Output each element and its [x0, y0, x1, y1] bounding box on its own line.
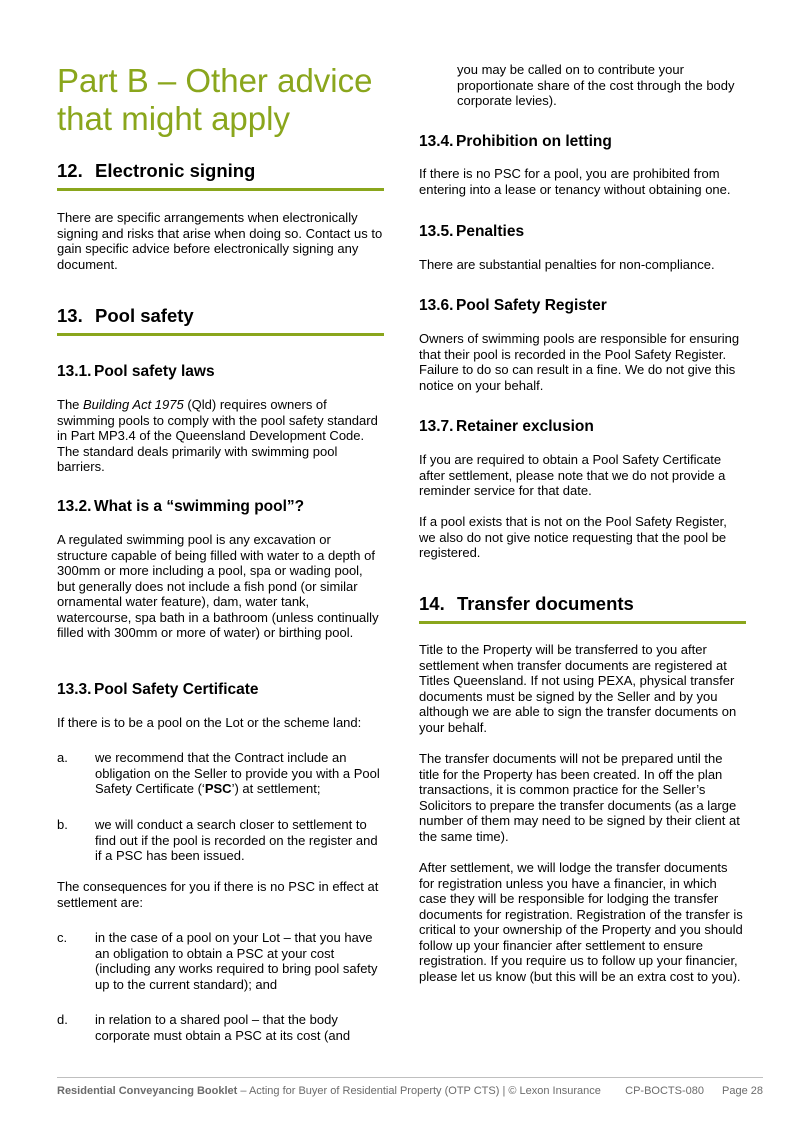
section-13-6-body: Owners of swimming pools are responsible for ensuring that their pool is recorded in the Pool Safety Register. Failure to do so can result in a fine. We do not give this notice on your behalf. — [419, 331, 740, 393]
section-title: Electronic signing — [95, 160, 256, 181]
psc-abbreviation: PSC — [204, 781, 232, 796]
section-14-heading — [419, 593, 746, 615]
list-marker: c. — [57, 930, 68, 945]
footer-rule — [57, 1077, 763, 1078]
subsection-title: Penalties — [456, 223, 525, 240]
body-text: (Qld) requires owners of swimming pools to comply with the pool safety standard in Part MP3.4 of the Queensland Development Code. The standard deals primarily with swimming pool barriers. — [57, 397, 378, 474]
list-text: in the case of a pool on your Lot – that you have an obligation to obtain a PSC at your cost (including any works required to bring pool safety up to the current standard); and — [95, 930, 378, 992]
subsection-number: 13.6. — [419, 297, 454, 314]
list-marker: b. — [57, 817, 68, 832]
subsection-number: 13.7. — [419, 418, 454, 435]
subsection-number: 13.5. — [419, 223, 454, 240]
subsection-number: 13.4. — [419, 133, 454, 150]
list-item-d — [57, 1012, 384, 1043]
list-item-a — [57, 750, 384, 797]
list-item-b — [57, 817, 384, 864]
page-number: Page 28 — [722, 1085, 763, 1097]
section-13-3-heading — [57, 680, 384, 700]
section-13-1-body — [57, 397, 384, 475]
section-13-1-heading — [57, 362, 384, 382]
section-13-5-heading — [419, 222, 746, 242]
section-13-4-body: If there is no PSC for a pool, you are prohibited from entering into a lease or tenancy without obtaining one. — [419, 166, 731, 197]
page-footer — [57, 1084, 763, 1098]
footer-doc-code: CP-BOCTS-080 — [625, 1085, 705, 1097]
section-12-body: There are specific arrangements when electronically signing and risks that arise when doing so. Contact us to gain specific advice before electronically signing any document. — [57, 210, 383, 272]
section-number: 13. — [57, 305, 83, 326]
consequences-intro: The consequences for you if there is no PSC in effect at settlement are: — [57, 879, 379, 910]
section-12-heading — [57, 160, 384, 182]
section-13-5-body: There are substantial penalties for non-compliance. — [419, 257, 715, 272]
part-title: Part B – Other advice that might apply — [57, 62, 373, 137]
footer-right — [625, 1084, 763, 1098]
section-14-para-2: The transfer documents will not be prepared until the title for the Property has been created. In off the plan transactions, it is common practice for the Seller’s Solicitors to prepare the transfer documents (as a large number of them may need to be signed by their client at the same time). — [419, 751, 740, 844]
subsection-title: Pool Safety Certificate — [94, 681, 259, 698]
list-marker: d. — [57, 1012, 68, 1027]
subsection-number: 13.3. — [57, 681, 92, 698]
section-title: Pool safety — [95, 305, 194, 326]
subsection-title: Pool safety laws — [94, 363, 215, 380]
list-item-c — [57, 930, 384, 992]
section-14-para-1: Title to the Property will be transferred to you after settlement when transfer documents are registered at Titles Queensland. If not using PEXA, physical transfer documents must be signed by the Seller and by you although we are able to sign the transfer documents on your behalf. — [419, 642, 737, 735]
section-13-7-para-1: If you are required to obtain a Pool Safety Certificate after settlement, please note that we do not provide a reminder service for that date. — [419, 452, 726, 498]
subsection-number: 13.2. — [57, 498, 92, 515]
section-number: 12. — [57, 160, 83, 181]
section-13-6-heading — [419, 296, 746, 316]
list-text: in relation to a shared pool – that the body corporate must obtain a PSC at its cost (and — [95, 1012, 351, 1043]
footer-document-title — [57, 1085, 601, 1097]
section-13-rule — [57, 333, 384, 336]
footer-booklet-name: Residential Conveyancing Booklet — [57, 1085, 238, 1097]
section-13-2-heading — [57, 497, 384, 517]
section-14-para-3: After settlement, we will lodge the transfer documents for registration unless you have a financier, in which case they will be responsible for lodging the transfer documents for registration. Registration of the transfer is critical to your ownership of the Property and you should follow up your financier after settlement to ensure registration. If you require us to follow up your financier, please let us know (but this will be an extra cost to you). — [419, 860, 743, 984]
subsection-title: Prohibition on letting — [456, 133, 612, 150]
section-title: Transfer documents — [457, 593, 634, 614]
section-13-3-intro: If there is to be a pool on the Lot or the scheme land: — [57, 715, 362, 730]
list-text — [95, 750, 384, 797]
list-item-d-continued: you may be called on to contribute your proportionate share of the cost through the body corporate levies). — [457, 62, 735, 108]
footer-subtitle: – Acting for Buyer of Residential Property (OTP CTS) | © Lexon Insurance — [237, 1085, 601, 1097]
section-14-rule — [419, 621, 746, 624]
section-13-7-heading — [419, 417, 746, 437]
subsection-title: What is a “swimming pool”? — [94, 498, 305, 515]
subsection-title: Retainer exclusion — [456, 418, 594, 435]
subsection-title: Pool Safety Register — [456, 297, 607, 314]
section-13-7-para-2: If a pool exists that is not on the Pool Safety Register, we also do not give notice requesting that the pool be registered. — [419, 514, 727, 560]
subsection-number: 13.1. — [57, 363, 92, 380]
section-13-heading — [57, 305, 384, 327]
list-text-part: we recommend that the Contract include an obligation on the Seller to provide you with a Pool Safety Certificate (‘ — [95, 750, 380, 796]
section-13-2-body: A regulated swimming pool is any excavation or structure capable of being filled with water to a depth of 300mm or more including a pool, spa or wading pool, but generally does not include a fish pond (or similar ornamental water feature), dam, water tank, watercourse, spa bath in a bathroom (unless continually filled with 300mm or more of water) or birthing pool. — [57, 532, 379, 640]
list-marker: a. — [57, 750, 68, 765]
list-text: we will conduct a search closer to settlement to find out if the pool is recorded on the register and if a PSC has been issued. — [95, 817, 378, 863]
body-text: The — [57, 397, 84, 412]
section-12-rule — [57, 188, 384, 191]
list-text-part: ’) at settlement; — [231, 781, 321, 796]
act-name: Building Act 1975 — [83, 397, 184, 412]
section-number: 14. — [419, 593, 445, 614]
section-13-4-heading — [419, 132, 746, 152]
